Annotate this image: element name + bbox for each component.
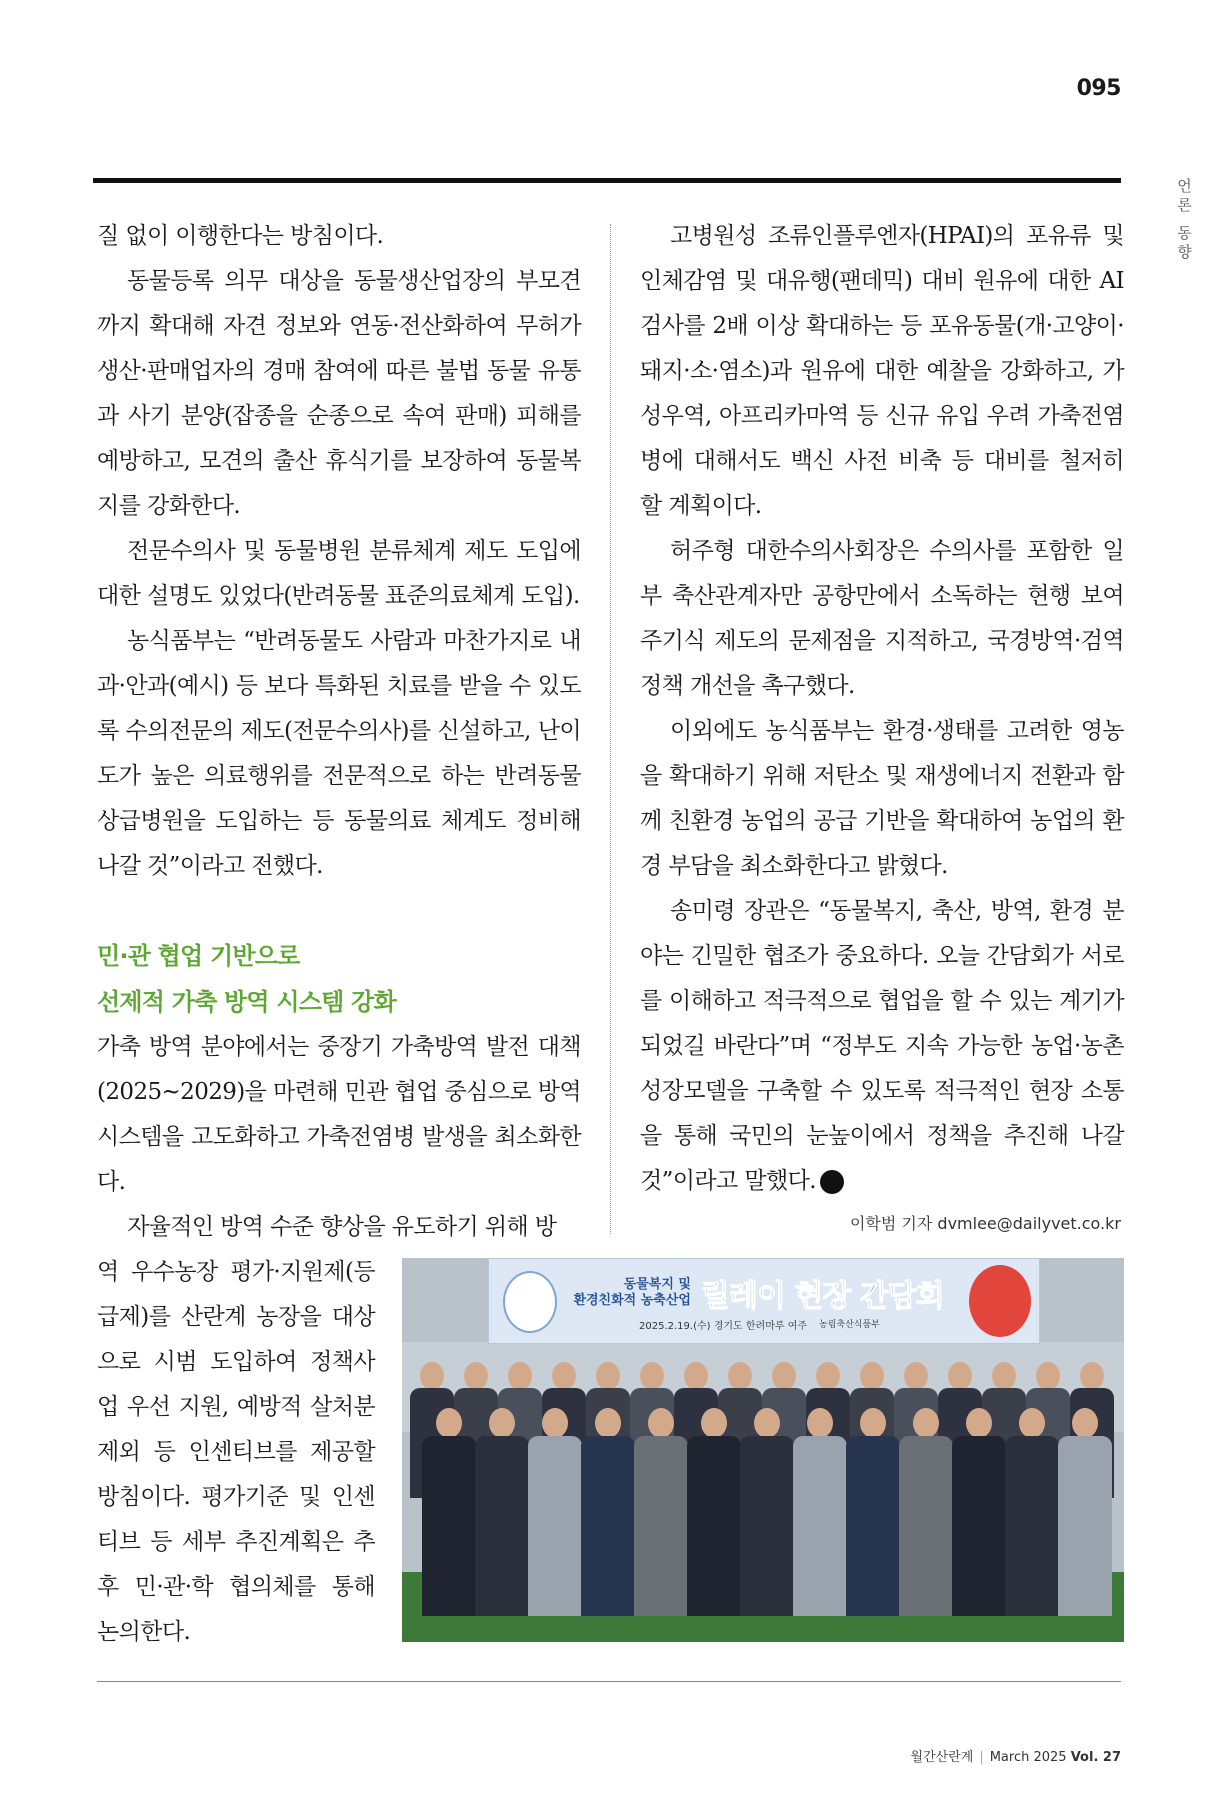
footer-issue: March 2025 [989,1750,1067,1765]
column-divider [610,224,611,1234]
section-side-tab: 언론 동향 [1175,178,1193,263]
banner-date: 2025.2.19.(수) 경기도 한려마루 여주 [639,1321,808,1332]
paragraph: 자율적인 방역 수준 향상을 유도하기 위해 방 [127,1214,557,1240]
section-heading [97,933,581,1025]
paragraph-narrow: 역 우수농장 평가·지원제(등급제)를 산란계 농장을 대상으로 시범 도입하여 정책사업 우선 지원, 예방적 살처분 제외 등 인센티브를 제공할 방침이다. 평가기준 및 인센티브 등 세부 추진계획은 추후 민·관·학 협의체를 통해 논의한다. [97,1259,375,1645]
paragraph: 이외에도 농식품부는 환경·생태를 고려한 영농을 확대하기 위해 저탄소 및 재생에너지 전환과 함께 친환경 농업의 공급 기반을 확대하여 농업의 환경 부담을 최소화한다고 밝혔다. [640,718,1124,879]
right-paragraphs [640,214,1124,889]
paragraph: 동물등록 의무 대상을 동물생산업장의 부모견까지 확대해 자견 정보와 연동·전산화하여 무허가 생산·판매업자의 경매 참여에 따른 불법 동물 유통과 사기 분양(잡종을 순종으로 속여 판매) 피해를 예방하고, 모견의 출산 휴식기를 보장하여 동물복지를 강화한다. [97,268,581,519]
section-heading-line2: 선제적 가축 방역 시스템 강화 [97,988,396,1016]
paragraph: 허주형 대한수의사회장은 수의사를 포함한 일부 축산관계자만 공항만에서 소독하는 현행 보여주기식 제도의 문제점을 지적하고, 국경방역·검역 정책 개선을 촉구했다. [640,538,1124,699]
footer-magazine: 월간산란계 [910,1750,974,1765]
footer: 월간산란계 | March 2025 Vol. 27 [910,1750,1121,1765]
bottom-rule [97,1681,1121,1682]
paragraph: 가축 방역 분야에서는 중장기 가축방역 발전 대책(2025~2029)을 마련해 민관 협업 중심으로 방역 시스템을 고도화하고 가축전염병 발생을 최소화한다. [97,1034,581,1195]
paragraph: 전문수의사 및 동물병원 분류체계 제도 도입에 대한 설명도 있었다(반려동물 표준의료체계 도입). [97,538,581,609]
banner-subtitle-line2: 환경친화적 농축산업 [573,1293,691,1308]
closing-paragraph-text: 송미령 장관은 “동물복지, 축산, 방역, 환경 분야는 긴밀한 협조가 중요하다. 오늘 간담회가 서로를 이해하고 적극적으로 협업을 할 수 있는 계기가 되었길 바란다”며 “정부도 지속 가능한 농업·농촌 성장모델을 구축할 수 있도록 적극적인 현장 소통을 통해 국민의 눈높이에서 정책을 추진해 나갈 것”이라고 말했다. [640,898,1124,1194]
banner-title: 릴레이 현장 간담회 [701,1279,944,1314]
section-heading-line1: 민·관 협업 기반으로 [97,942,300,970]
event-photo [402,1258,1124,1642]
banner-org: 농림축산식품부 [819,1320,880,1330]
footer-volume: Vol. 27 [1070,1750,1121,1765]
page-number: 095 [1076,76,1121,101]
byline: 이학범 기자 dvmlee@dailyvet.co.kr [849,1214,1121,1233]
event-banner [488,1258,1040,1344]
left-paragraphs-top [97,214,581,889]
paragraph: 질 없이 이행한다는 방침이다. [97,223,384,249]
left-paragraphs-bottom [97,1025,581,1250]
right-column [640,214,1124,1211]
banner-mascot-left-icon [503,1271,557,1333]
banner-subtitle-line1: 동물복지 및 [623,1277,691,1292]
top-rule [93,178,1121,183]
banner-mascot-right-icon [969,1265,1031,1337]
closing-paragraph [640,889,1124,1211]
banner-subtitle [569,1277,691,1309]
paragraph: 농식품부는 “반려동물도 사람과 마찬가지로 내과·안과(예시) 등 보다 특화된 치료를 받을 수 있도록 수의전문의 제도(전문수의사)를 신설하고, 난이도가 높은 의료행위를 전문적으로 하는 반려동물 상급병원을 도입하는 등 동물의료 체계도 정비해 나갈 것”이라고 전했다. [97,628,581,879]
paragraph: 고병원성 조류인플루엔자(HPAI)의 포유류 및 인체감염 및 대유행(팬데믹) 대비 원유에 대한 AI 검사를 2배 이상 확대하는 등 포유동물(개·고양이·돼지·소·염소)과 원유에 대한 예찰을 강화하고, 가성우역, 아프리카마역 등 신규 유입 우려 가축전염병에 대해서도 백신 사전 비축 등 대비를 철저히 할 계획이다. [640,223,1124,519]
article-end-mark-icon: 산림 [820,1170,844,1194]
